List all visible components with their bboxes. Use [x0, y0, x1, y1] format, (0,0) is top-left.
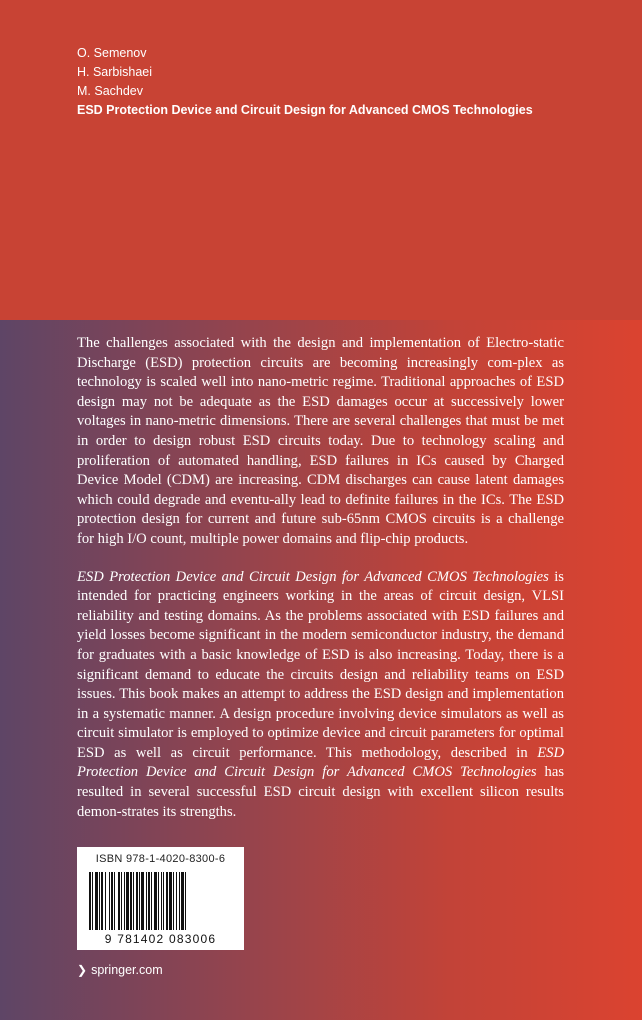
author-name: O. Semenov — [77, 46, 147, 60]
publisher-link[interactable] — [77, 962, 163, 978]
book-title: ESD Protection Device and Circuit Design for Advanced CMOS Technologies — [77, 103, 533, 117]
blurb-paragraph-1: The challenges associated with the design and implementation of Electro-static Discharge (ESD) protection circuits are becoming increasingly com-plex as technology is scaled well into nano-metric regime. Traditional approaches of ESD design may not be adequate as the ESD damages occur at successively lower voltages in nano-metric dimensions. There are several challenges that must be met in order to design robust ESD circuits today. Due to technology scaling and proliferation of automated handling, ESD failures in ICs caused by Charged Device Model (CDM) are increasing. CDM discharges can cause latent damages which could degrade and eventu-ally lead to definite failures in the ICs. The ESD protection design for current and future sub-65nm CMOS circuits is a challenge for high I/O count, multiple power domains and flip-chip products. — [77, 335, 564, 547]
isbn-barcode — [77, 847, 244, 950]
blurb-paragraph-2 — [77, 568, 564, 823]
author-name: H. Sarbishaei — [77, 65, 153, 79]
chevron-right-icon: ❯ — [77, 963, 88, 977]
paragraph-text: is intended for practicing engineers working in the areas of circuit design, VLSI reliability and testing domains. As the problems associated with ESD failures and yield losses become significant in the modern semiconductor industry, the demand for graduates with a basic knowledge of ESD is also increasing. Today, there is a significant demand to educate the circuits design and reliability teams on ESD issues. This book makes an attempt to address the ESD design and implementation in a systematic manner. A design procedure involving device simulators as well as circuit simulator is employed to optimize device and circuit parameters for optimal ESD as well as circuit performance. This methodology, described in — [77, 568, 564, 761]
isbn-label: ISBN 978-1-4020-8300-6 — [95, 853, 226, 865]
authors-block — [77, 44, 533, 120]
italic-book-title: ESD Protection Device and Circuit Design for Advanced CMOS Technologies — [77, 568, 549, 585]
author-name: M. Sachdev — [77, 84, 144, 98]
back-cover-blurb — [77, 334, 564, 822]
barcode-digits: 9 781402 083006 — [104, 932, 217, 946]
barcode-bars-icon — [89, 872, 232, 930]
italic-book-title: ESD Protection Device and Circuit Design for Advanced CMOS Technologies — [77, 744, 564, 781]
paragraph-text: has resulted in several successful ESD circuit design with excellent silicon results demon-strates its strengths. — [77, 764, 564, 820]
publisher-link-text: springer.com — [91, 963, 163, 977]
